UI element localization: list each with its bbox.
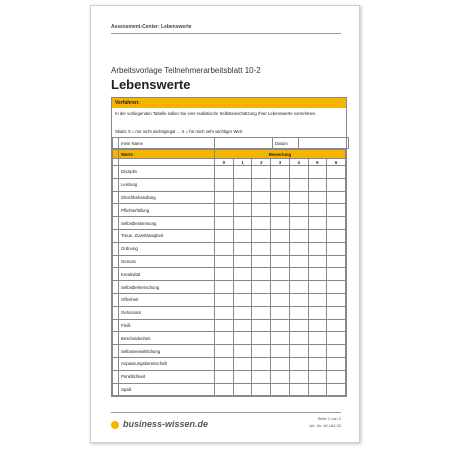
values-rating-table (112, 149, 346, 396)
rating-cell-6[interactable] (327, 281, 346, 294)
rating-cell-6[interactable] (327, 319, 346, 332)
value-label: Pflichterfüllung (119, 204, 215, 217)
rating-cell-1[interactable] (233, 242, 252, 255)
rating-cell-2[interactable] (252, 242, 271, 255)
scale-number-row (113, 159, 346, 166)
table-row (113, 306, 346, 319)
rating-cell-2[interactable] (252, 345, 271, 358)
table-row (113, 204, 346, 217)
rating-cell-4[interactable] (289, 319, 308, 332)
rating-cell-2[interactable] (252, 229, 271, 242)
rating-cell-2[interactable] (252, 217, 271, 230)
rating-cell-4[interactable] (289, 281, 308, 294)
rating-cell-6[interactable] (327, 306, 346, 319)
rating-cell-1[interactable] (233, 255, 252, 268)
rating-cell-0[interactable] (215, 268, 234, 281)
rating-cell-0[interactable] (215, 345, 234, 358)
scale-description: Skala: 0 = mir nicht wichtig/egal … 6 = für mich sehr wichtiger Wert (115, 129, 243, 134)
rating-cell-1[interactable] (233, 204, 252, 217)
rating-cell-0[interactable] (215, 178, 234, 191)
rating-cell-3[interactable] (271, 332, 290, 345)
rating-cell-0[interactable] (215, 242, 234, 255)
date-label: Datum (273, 138, 299, 149)
date-field[interactable] (299, 138, 349, 149)
name-field[interactable] (215, 138, 273, 149)
value-label: Leistung (119, 178, 215, 191)
values-table-body (113, 166, 346, 396)
rating-cell-3[interactable] (271, 229, 290, 242)
rating-cell-1[interactable] (233, 357, 252, 370)
rating-cell-1[interactable] (233, 178, 252, 191)
rating-cell-6[interactable] (327, 255, 346, 268)
table-row (113, 229, 346, 242)
rating-cell-0[interactable] (215, 217, 234, 230)
rating-cell-3[interactable] (271, 191, 290, 204)
rating-cell-6[interactable] (327, 293, 346, 306)
table-header-row (113, 150, 346, 159)
rating-cell-0[interactable] (215, 383, 234, 396)
rating-cell-3[interactable] (271, 178, 290, 191)
table-row (113, 242, 346, 255)
rating-cell-3[interactable] (271, 319, 290, 332)
scale-number-6: 6 (327, 159, 346, 166)
table-row (113, 345, 346, 358)
rating-cell-4[interactable] (289, 229, 308, 242)
rating-cell-5[interactable] (308, 383, 327, 396)
rating-cell-1[interactable] (233, 319, 252, 332)
rating-cell-5[interactable] (308, 217, 327, 230)
rating-cell-5[interactable] (308, 319, 327, 332)
document-subtitle: Arbeitsvorlage Teilnehmerarbeitsblatt 10-2 (111, 66, 261, 75)
rating-cell-2[interactable] (252, 332, 271, 345)
rating-cell-4[interactable] (289, 306, 308, 319)
scale-number-3: 3 (271, 159, 290, 166)
scale-number-1: 1 (233, 159, 252, 166)
rating-cell-1[interactable] (233, 191, 252, 204)
table-row (113, 217, 346, 230)
rating-cell-4[interactable] (289, 370, 308, 383)
value-label: Bescheidenheit (119, 332, 215, 345)
rating-cell-5[interactable] (308, 293, 327, 306)
table-row (113, 255, 346, 268)
value-label: Selbstbestimmung (119, 217, 215, 230)
rating-cell-4[interactable] (289, 268, 308, 281)
rating-cell-0[interactable] (215, 370, 234, 383)
table-row (113, 370, 346, 383)
rating-cell-5[interactable] (308, 191, 327, 204)
scale-label-spacer (119, 159, 215, 166)
rating-cell-0[interactable] (215, 293, 234, 306)
rating-cell-0[interactable] (215, 319, 234, 332)
rating-cell-6[interactable] (327, 242, 346, 255)
rating-cell-2[interactable] (252, 255, 271, 268)
rating-cell-2[interactable] (252, 357, 271, 370)
value-label: Kreativität (119, 268, 215, 281)
rating-cell-4[interactable] (289, 217, 308, 230)
value-label: Offenheit (119, 293, 215, 306)
rating-cell-1[interactable] (233, 229, 252, 242)
value-label: Genuss (119, 255, 215, 268)
value-label: Anpassungsbereitschaft (119, 357, 215, 370)
rating-cell-0[interactable] (215, 281, 234, 294)
rating-cell-3[interactable] (271, 383, 290, 396)
scale-number-5: 5 (308, 159, 327, 166)
footer-logo: business-wissen.de (123, 419, 209, 429)
table-row (113, 332, 346, 345)
value-label: Gleichbehandlung (119, 191, 215, 204)
rating-cell-2[interactable] (252, 166, 271, 179)
rating-cell-5[interactable] (308, 332, 327, 345)
value-label: Spaß (119, 383, 215, 396)
rating-cell-0[interactable] (215, 332, 234, 345)
rating-cell-1[interactable] (233, 383, 252, 396)
table-row (113, 178, 346, 191)
rating-cell-3[interactable] (271, 306, 290, 319)
rating-cell-0[interactable] (215, 191, 234, 204)
rating-cell-5[interactable] (308, 268, 327, 281)
rating-cell-5[interactable] (308, 166, 327, 179)
rating-cell-4[interactable] (289, 204, 308, 217)
document-header: Assessment-Center: Lebenswerte (111, 24, 192, 30)
rating-cell-5[interactable] (308, 229, 327, 242)
rating-cell-1[interactable] (233, 370, 252, 383)
rating-cell-1[interactable] (233, 217, 252, 230)
rating-cell-2[interactable] (252, 370, 271, 383)
rating-cell-4[interactable] (289, 383, 308, 396)
rating-cell-6[interactable] (327, 345, 346, 358)
value-label: Fleiß (119, 319, 215, 332)
rating-cell-2[interactable] (252, 268, 271, 281)
rating-cell-4[interactable] (289, 242, 308, 255)
rating-cell-3[interactable] (271, 370, 290, 383)
rating-cell-3[interactable] (271, 357, 290, 370)
rating-cell-6[interactable] (327, 268, 346, 281)
rating-cell-1[interactable] (233, 332, 252, 345)
rating-cell-6[interactable] (327, 191, 346, 204)
rating-cell-3[interactable] (271, 242, 290, 255)
rating-cell-2[interactable] (252, 191, 271, 204)
rating-cell-1[interactable] (233, 281, 252, 294)
footer-divider (111, 412, 341, 413)
rating-cell-5[interactable] (308, 345, 327, 358)
rating-cell-6[interactable] (327, 204, 346, 217)
rating-cell-5[interactable] (308, 357, 327, 370)
rating-cell-2[interactable] (252, 204, 271, 217)
rating-cell-3[interactable] (271, 166, 290, 179)
scale-number-4: 4 (289, 159, 308, 166)
rating-cell-4[interactable] (289, 345, 308, 358)
document-title: Lebenswerte (111, 77, 191, 92)
table-row (113, 357, 346, 370)
rating-cell-4[interactable] (289, 293, 308, 306)
rating-cell-1[interactable] (233, 293, 252, 306)
rating-cell-1[interactable] (233, 345, 252, 358)
value-label: Treue, Zuverlässigkeit (119, 229, 215, 242)
value-label: Selbstverwirklichung (119, 345, 215, 358)
article-number: Art.-Nr. 06.166.32 (309, 423, 341, 428)
value-label: Selbstbeherrschung (119, 281, 215, 294)
table-row (113, 281, 346, 294)
value-label: Pünktlichkeit (119, 370, 215, 383)
rating-cell-6[interactable] (327, 332, 346, 345)
rating-cell-6[interactable] (327, 357, 346, 370)
table-row (113, 268, 346, 281)
rating-cell-6[interactable] (327, 383, 346, 396)
rating-cell-3[interactable] (271, 268, 290, 281)
rating-cell-3[interactable] (271, 345, 290, 358)
rating-cell-2[interactable] (252, 293, 271, 306)
rating-cell-4[interactable] (289, 332, 308, 345)
page-number: Seite 1 von 2 (317, 416, 341, 421)
rating-cell-3[interactable] (271, 255, 290, 268)
table-row (113, 319, 346, 332)
rating-cell-4[interactable] (289, 357, 308, 370)
rating-cell-0[interactable] (215, 229, 234, 242)
rating-cell-0[interactable] (215, 357, 234, 370)
rating-cell-6[interactable] (327, 166, 346, 179)
rating-cell-5[interactable] (308, 242, 327, 255)
table-row (113, 191, 346, 204)
column-header-values: Werte (119, 150, 215, 159)
table-row (113, 383, 346, 396)
rating-cell-6[interactable] (327, 217, 346, 230)
rating-cell-5[interactable] (308, 255, 327, 268)
rating-cell-3[interactable] (271, 204, 290, 217)
rating-cell-5[interactable] (308, 370, 327, 383)
rating-cell-3[interactable] (271, 217, 290, 230)
rating-cell-4[interactable] (289, 255, 308, 268)
name-label: mein Name (119, 138, 215, 149)
rating-cell-2[interactable] (252, 319, 271, 332)
worksheet-page (90, 5, 360, 443)
value-label: Ordnung (119, 242, 215, 255)
rating-cell-1[interactable] (233, 306, 252, 319)
rating-cell-3[interactable] (271, 281, 290, 294)
header-divider (111, 33, 341, 34)
value-label: Disziplin (119, 166, 215, 179)
procedure-description: In der vorliegenden Tabelle sollen Sie eine realistische Selbsteinschätzung Ihrer Lebenswerte vornehmen. (115, 111, 317, 116)
value-label: Gehorsam (119, 306, 215, 319)
logo-dot-icon (111, 421, 119, 429)
rating-cell-4[interactable] (289, 166, 308, 179)
rating-cell-2[interactable] (252, 306, 271, 319)
rating-cell-0[interactable] (215, 166, 234, 179)
rating-cell-2[interactable] (252, 281, 271, 294)
rating-cell-6[interactable] (327, 229, 346, 242)
rating-cell-0[interactable] (215, 306, 234, 319)
rating-cell-5[interactable] (308, 178, 327, 191)
rating-cell-4[interactable] (289, 178, 308, 191)
scale-number-2: 2 (252, 159, 271, 166)
rating-cell-1[interactable] (233, 268, 252, 281)
worksheet-form (111, 97, 347, 397)
procedure-label: Verfahren: (112, 98, 346, 108)
rating-cell-6[interactable] (327, 370, 346, 383)
rating-cell-4[interactable] (289, 191, 308, 204)
name-date-table (112, 137, 349, 149)
table-row (113, 166, 346, 179)
rating-cell-5[interactable] (308, 281, 327, 294)
rating-cell-6[interactable] (327, 178, 346, 191)
rating-cell-2[interactable] (252, 178, 271, 191)
scale-number-0: 0 (215, 159, 234, 166)
rating-cell-5[interactable] (308, 204, 327, 217)
table-row (113, 293, 346, 306)
rating-cell-0[interactable] (215, 204, 234, 217)
rating-cell-1[interactable] (233, 166, 252, 179)
rating-cell-2[interactable] (252, 383, 271, 396)
rating-cell-0[interactable] (215, 255, 234, 268)
rating-cell-5[interactable] (308, 306, 327, 319)
column-header-rating: Bewertung (215, 150, 346, 159)
rating-cell-3[interactable] (271, 293, 290, 306)
